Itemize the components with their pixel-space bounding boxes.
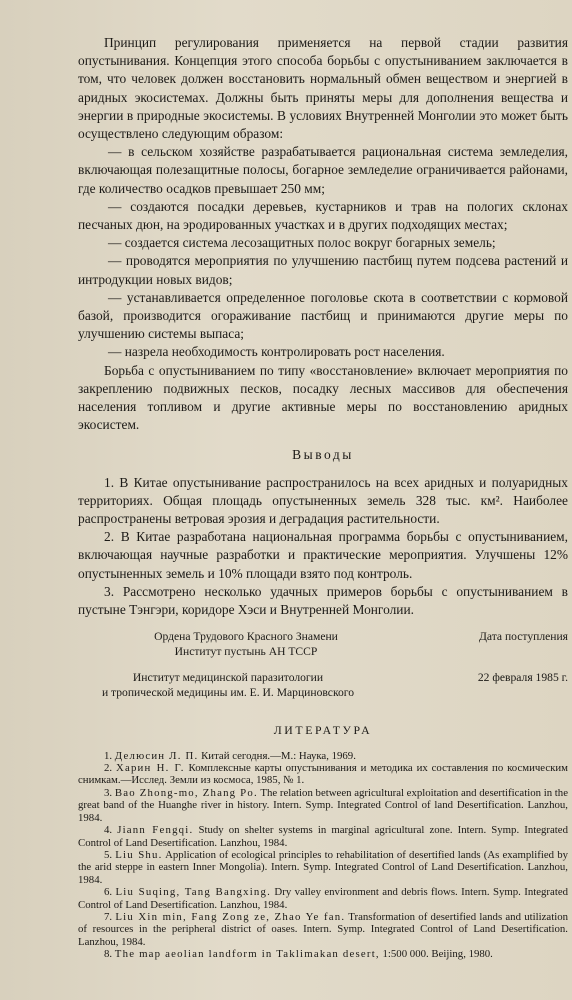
reference-author: Liu Xin min, Fang Zong ze, Zhao Ye fan. xyxy=(115,910,346,923)
institution-2-line-2: и тропической медицины им. Е. И. Марциновского xyxy=(101,686,355,700)
reference-author: Liu Suqing, Tang Bangxing. xyxy=(115,886,272,899)
list-item: — создается система лесозащитных полос вокруг богарных земель; xyxy=(108,235,496,251)
reference-author: The map aeolian landform in Taklimakan desert, xyxy=(114,948,380,961)
conclusions-heading: Выводы xyxy=(292,447,354,463)
reference-item: 6. Liu Suqing, Tang Bangxing. Dry valley environment and debris flows. Intern. Symp. Integrated Control of Land Desertification. Lanzhou, 1984. xyxy=(78,886,569,911)
main-text xyxy=(78,34,568,619)
paragraph: Борьба с опустыниванием по типу «восстановление» включает мероприятия по закреплению подвижных песков, посадку лесных массивов для обеспечения населения топливом и другие активные меры по восстановлению аридных экосистем. xyxy=(78,362,568,433)
institution-1-line-1: Ордена Трудового Красного Знамени xyxy=(154,630,338,644)
list-item: — устанавливается определенное поголовье скота в соответствии с кормовой базой, производится огораживание пастбищ и принимаются другие меры по улучшению системы выпаса; xyxy=(78,289,568,342)
list-item: — проводятся мероприятия по улучшению пастбищ путем подсева растений и интродукции новых видов; xyxy=(78,253,568,287)
list-item: — создаются посадки деревьев, кустарников и трав на пологих склонах песчаных дюн, на эродированных участках и в других подходящих местах; xyxy=(78,198,568,233)
conclusion-item: 2. В Китае разработана национальная программа борьбы с опустыниванием, включающая научные разработки и практические мероприятия. Улучшены 12% опустыненных земель и 10% площади взято под контроль. xyxy=(78,529,568,581)
institution-1-line-2: Институт пустынь АН ТССР xyxy=(174,644,318,658)
list-item: — в сельском хозяйстве разрабатывается рациональная система земледелия, включающая полезащитные полосы, богарное земледелие ограничивается районами, где количество осадков превышает 250 мм; xyxy=(78,144,568,196)
list-item: — назрела необходимость контролировать рост населения. xyxy=(108,344,445,360)
reference-author: Jiann Fengqi. xyxy=(117,824,194,837)
conclusion-item: 1. В Китае опустынивание распространилось на всех аридных и полуаридных территориях. Общая площадь опустыненных земель 328 тыс. км². Наиболее распространены ветровая эрозия и деградация растительности. xyxy=(78,474,568,527)
literature-heading: ЛИТЕРАТУРА xyxy=(273,722,373,737)
reference-author: Харин Н. Г. xyxy=(115,762,185,775)
reference-item: 4. Jiann Fengqi. Study on shelter systems in marginal agricultural zone. Intern. Symp. Integrated Control of Land Desertification. Lanzhou, 1984. xyxy=(78,824,569,849)
signature-block xyxy=(78,630,568,700)
reference-item: 3. Bao Zhong-mo, Zhang Po. The relation between agricultural exploitation and desertification in the great band of the Huanghe river in history. Intern. Symp. Integrated Control of land Desertification. Lanzhou, 1984. xyxy=(78,786,568,824)
reference-author: Liu Shu. xyxy=(115,848,163,861)
reference-item: 1. Делюсин Л. П. Китай сегодня.—М.: Наука, 1969. xyxy=(104,749,356,762)
reference-list xyxy=(78,750,568,961)
institution-2-line-1: Институт медицинской паразитологии xyxy=(132,671,324,685)
received-date: 22 февраля 1985 г. xyxy=(477,671,568,685)
reference-author: Bao Zhong-mo, Zhang Po. xyxy=(114,786,258,799)
received-label: Дата поступления xyxy=(478,630,568,644)
reference-item: 5. Liu Shu. Application of ecological principles to rehabilitation of desertified lands (As examplified by the arid steppe in eastern Inner Mongolia). Intern. Symp. Integrated Control of Land Desertification. Lanzhou, 1984. xyxy=(78,848,569,886)
institution-1 xyxy=(106,630,386,659)
reference-item: 8. The map aeolian landform in Taklimakan desert, 1:500 000. Beijing, 1980. xyxy=(104,948,493,961)
reference-item: 2. Харин Н. Г. Комплексные карты опустынивания и методика их составления по космическим снимкам.—Исслед. Земли из космоса, 1985, № 1. xyxy=(78,762,568,787)
paragraph: Принцип регулирования применяется на первой стадии развития опустынивания. Концепция этого способа борьбы с опустыниванием заключается в том, что человек должен восстановить нормальный обмен веществом и энергией в аридных экосистемах. Должны быть приняты меры для дополнения вещества и энергии в природные экосистемы. В условиях Внутренней Монголии это может быть осуществлено следующим образом: xyxy=(78,35,568,142)
reference-item: 7. Liu Xin min, Fang Zong ze, Zhao Ye fan. Transformation of desertified lands and utilization of resources in the peripheral district of oases. Intern. Symp. Integrated Control of Land Desertification. Lanzhou, 1984. xyxy=(78,910,568,948)
conclusion-item: 3. Рассмотрено несколько удачных примеров борьбы с опустыниванием в пустыне Тэнгэри, коридоре Хэси и Внутренней Монголии. xyxy=(78,583,568,618)
reference-author: Делюсин Л. П. xyxy=(114,749,199,762)
institution-2 xyxy=(78,671,378,700)
